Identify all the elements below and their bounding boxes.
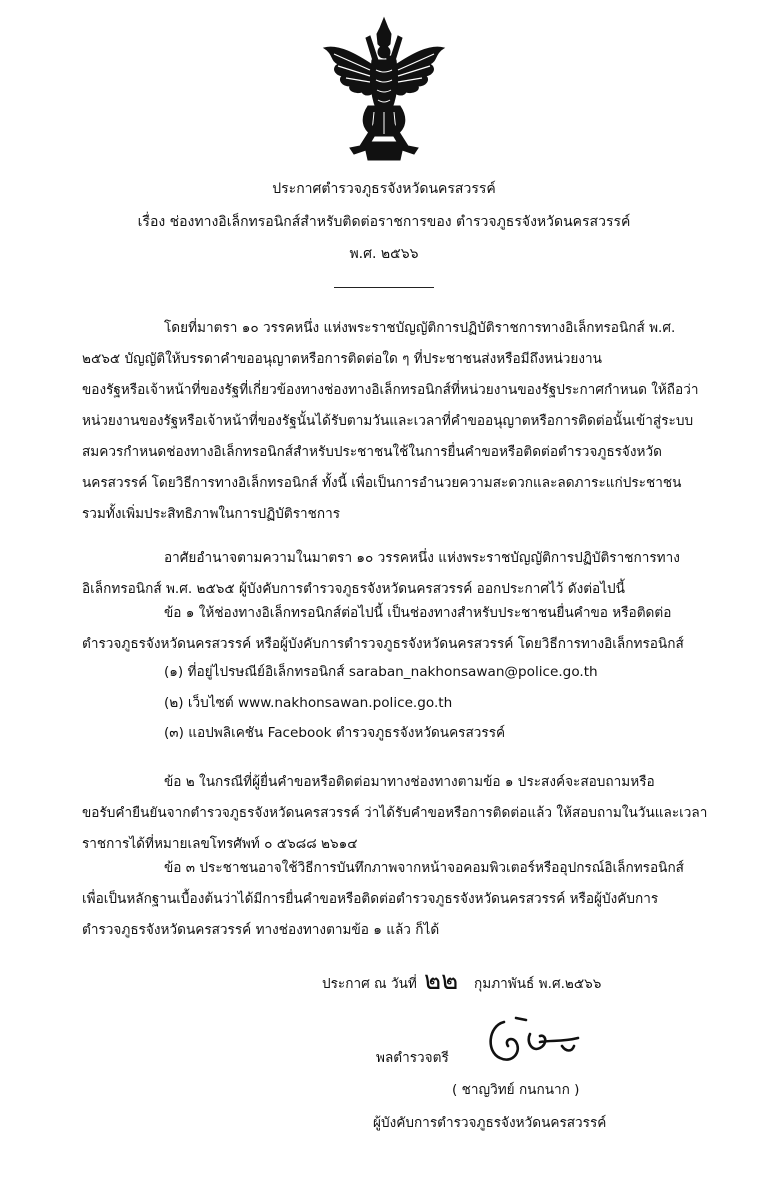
paragraph-line: สมควรกำหนดช่องทางอิเล็กทรอนิกส์สำหรับประชาชนใช้ในการยื่นคำขอหรือติดต่อตำรวจภูธรจังหวัด [82, 444, 662, 460]
document-year: พ.ศ. ๒๕๖๖ [349, 246, 419, 262]
signer-name: ( ชาญวิทย์ กนกนาก ) [452, 1082, 580, 1098]
document-subject: เรื่อง ช่องทางอิเล็กทรอนิกส์สำหรับติดต่อราชการของ ตำรวจภูธรจังหวัดนครสวรรค์ [137, 214, 631, 230]
paragraph-line: อิเล็กทรอนิกส์ พ.ศ. ๒๕๖๕ ผู้บังคับการตำรวจภูธรจังหวัดนครสวรรค์ ออกประกาศไว้ ดังต่อไปนี้ [82, 581, 625, 597]
preamble-paragraph [82, 313, 722, 530]
paragraph-line: ข้อ ๑ ให้ช่องทางอิเล็กทรอนิกส์ต่อไปนี้ เป็นช่องทางสำหรับประชาชนยื่นคำขอ หรือติดต่อ [164, 605, 672, 621]
paragraph-line: ขอรับคำยืนยันจากตำรวจภูธรจังหวัดนครสวรรค์ ว่าได้รับคำขอหรือการติดต่อแล้ว ให้สอบถามในวันและเวลา [82, 805, 708, 821]
authority-paragraph [82, 543, 722, 605]
paragraph-line: ข้อ ๒ ในกรณีที่ผู้ยื่นคำขอหรือติดต่อมาทางช่องทางตามข้อ ๑ ประสงค์จะสอบถามหรือ [164, 774, 655, 790]
document-title: ประกาศตำรวจภูธรจังหวัดนครสวรรค์ [272, 181, 496, 197]
paragraph-line: ตำรวจภูธรจังหวัดนครสวรรค์ ทางช่องทางตามข้อ ๑ แล้ว ก็ได้ [82, 922, 440, 938]
title-divider [334, 287, 434, 288]
announced-day: ๒๒ [424, 966, 459, 996]
paragraph-line: ๒๕๖๕ บัญญัติให้บรรดาคำขออนุญาตหรือการติดต่อใด ๆ ที่ประชาชนส่งหรือมีถึงหน่วยงาน [82, 351, 602, 367]
paragraph-line: โดยที่มาตรา ๑๐ วรรคหนึ่ง แห่งพระราชบัญญัติการปฏิบัติราชการทางอิเล็กทรอนิกส์ พ.ศ. [164, 320, 676, 336]
garuda-emblem-icon [320, 14, 448, 164]
channel-email: (๑) ที่อยู่ไปรษณีย์อิเล็กทรอนิกส์ saraban_nakhonsawan@police.go.th [164, 664, 598, 680]
announced-prefix: ประกาศ ณ วันที่ [322, 976, 417, 992]
paragraph-line: หน่วยงานของรัฐหรือเจ้าหน้าที่ของรัฐนั้นได้รับตามวันและเวลาที่คำขออนุญาตหรือการติดต่อนั้นเข้าสู่ระบบ [82, 413, 694, 429]
announced-month-year: กุมภาพันธ์ พ.ศ.๒๕๖๖ [474, 976, 602, 992]
signer-position: ผู้บังคับการตำรวจภูธรจังหวัดนครสวรรค์ [373, 1115, 607, 1131]
paragraph-line: อาศัยอำนาจตามความในมาตรา ๑๐ วรรคหนึ่ง แห่งพระราชบัญญัติการปฏิบัติราชการทาง [164, 550, 680, 566]
paragraph-line: ข้อ ๓ ประชาชนอาจใช้วิธีการบันทึกภาพจากหน้าจอคอมพิวเตอร์หรืออุปกรณ์อิเล็กทรอนิกส์ [164, 860, 684, 876]
paragraph-line: นครสวรรค์ โดยวิธีการทางอิเล็กทรอนิกส์ ทั้งนี้ เพื่อเป็นการอำนวยความสะดวกและลดภาระแก่ประชาชน [82, 475, 682, 491]
handwritten-signature [482, 1012, 582, 1068]
clause-1 [82, 598, 722, 660]
channel-website: (๒) เว็บไซต์ www.nakhonsawan.police.go.th [164, 695, 453, 711]
paragraph-line: เพื่อเป็นหลักฐานเบื้องต้นว่าได้มีการยื่นคำขอหรือติดต่อตำรวจภูธรจังหวัดนครสวรรค์ หรือผู้บังคับการ [82, 891, 659, 907]
paragraph-line: ราชการได้ที่หมายเลขโทรศัพท์ ๐ ๕๖๘๘ ๒๖๑๔ [82, 836, 358, 852]
clause-2 [82, 767, 722, 860]
paragraph-line: รวมทั้งเพิ่มประสิทธิภาพในการปฏิบัติราชการ [82, 506, 341, 522]
channel-facebook: (๓) แอปพลิเคชัน Facebook ตำรวจภูธรจังหวัดนครสวรรค์ [164, 725, 506, 741]
clause-3 [82, 853, 722, 946]
paragraph-line: ของรัฐหรือเจ้าหน้าที่ของรัฐที่เกี่ยวข้องทางช่องทางอิเล็กทรอนิกส์ที่หน่วยงานของรัฐประกาศกำหนด ให้ถือว่า [82, 382, 699, 398]
paragraph-line: ตำรวจภูธรจังหวัดนครสวรรค์ หรือผู้บังคับการตำรวจภูธรจังหวัดนครสวรรค์ โดยวิธีการทางอิเล็กทรอนิกส์ [82, 636, 684, 652]
signer-rank: พลตำรวจตรี [376, 1050, 449, 1066]
